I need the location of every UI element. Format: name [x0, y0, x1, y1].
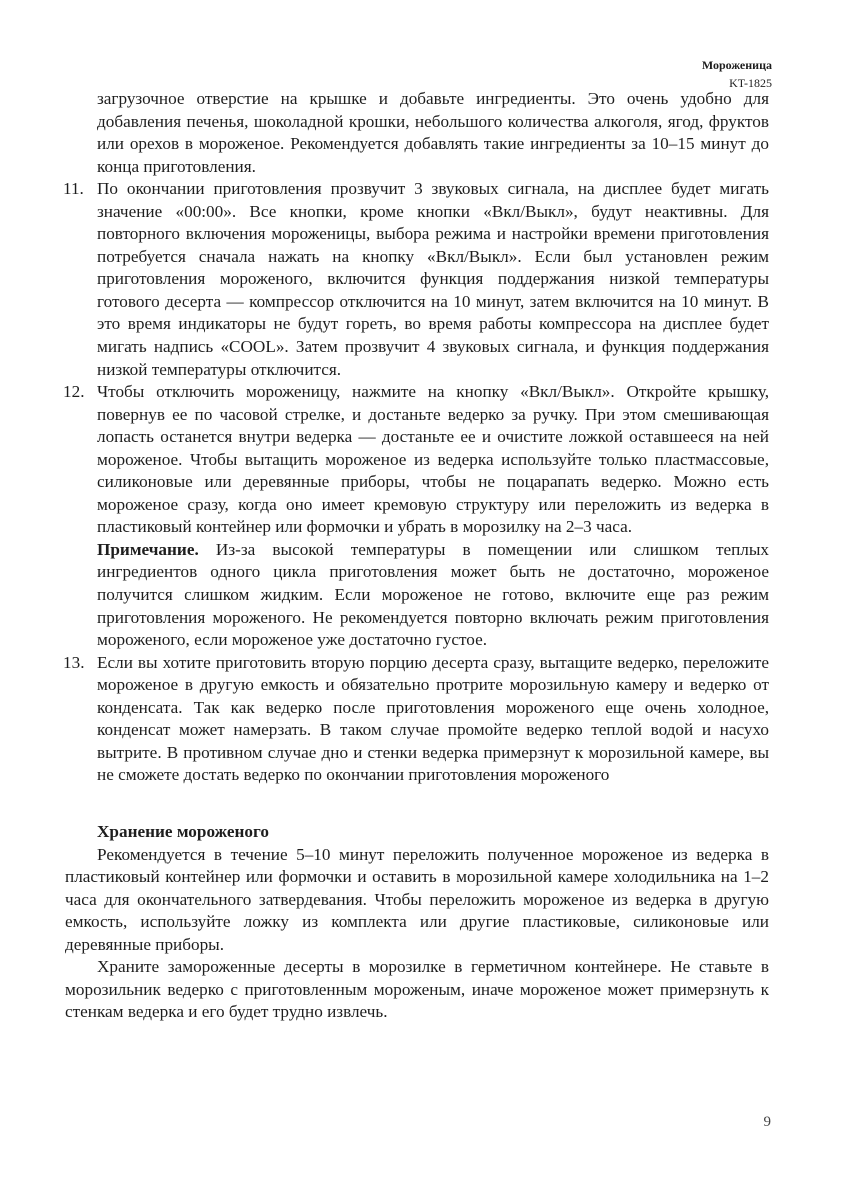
header-model: KT-1825 — [729, 76, 772, 90]
item-text: Чтобы отключить мороженицу, нажмите на кнопку «Вкл/Выкл». Откройте крышку, повернув ее по часовой стрелке, и достаньте ведерко за ручку. При этом смешивающая лопасть останется внутри ведерка — достаньте ее и очистите ложкой оставшееся на ней мороженое. Чтобы вытащить мороженое из ведерка используйте только пластмассовые, силиконовые или деревянные приборы, чтобы не поцарапать ведерко. Можно есть мороженое сразу, когда оно имеет кремовую структуру или переложить из ведерка в пластиковый контейнер или формочки и убрать в морозилку на 2–3 часа. — [97, 382, 769, 537]
page-body — [65, 88, 769, 1024]
item-number: 11. — [63, 179, 84, 199]
item-number: 12. — [63, 382, 85, 402]
item-text: Если вы хотите приготовить вторую порцию десерта сразу, вытащите ведерко, переложите мороженое в другую емкость и обязательно протрите морозильную камеру и ведерко от конденсата. Так как ведерко после приготовления мороженого еще очень холодное, конденсат может намерзать. В таком случае промойте ведерко теплой водой и насухо вытрите. В противном случае дно и стенки ведерка примерзнут к морозильной камере, вы не сможете достать ведерко по окончании приготовления мороженого — [97, 652, 769, 785]
list-item-11 — [65, 178, 769, 381]
list-item-12 — [65, 381, 769, 652]
storage-paragraph-2: Храните замороженные десерты в морозилке в герметичном контейнере. Не ставьте в морозильник ведерко с приготовленным мороженым, иначе мороженое может примерзнуть к стенкам ведерка и его будет трудно извлечь. — [65, 957, 769, 1022]
list-item-13 — [65, 652, 769, 787]
storage-heading: Хранение мороженого — [97, 821, 269, 841]
header-title: Мороженица — [701, 58, 772, 72]
note-paragraph — [97, 539, 769, 652]
running-header — [702, 56, 772, 92]
storage-paragraph-1: Рекомендуется в течение 5–10 минут переложить полученное мороженое из ведерка в пластиковый контейнер или формочки и оставить в морозильной камере холодильника на 1–2 часа для окончательного затвердевания. Чтобы переложить мороженое из ведерка в другую емкость, используйте ложку из комплекта или другие пластиковые, силиконовые или деревянные приборы. — [65, 844, 769, 954]
page-number: 9 — [763, 1114, 771, 1130]
item-10-continuation: загрузочное отверстие на крышке и добавьте ингредиенты. Это очень удобно для добавления печенья, шоколадной крошки, небольшого количества алкоголя, ягод, фруктов или орехов в мороженое. Рекомендуется добавлять такие ингредиенты за 10–15 минут до конца приготовления. — [97, 89, 769, 176]
note-label: Примечание. — [97, 539, 199, 559]
item-text: По окончании приготовления прозвучит 3 звуковых сигнала, на дисплее будет мигать значение «00:00». Все кнопки, кроме кнопки «Вкл/Выкл», будут неактивны. Для повторного включения мороженицы, выбора режима и настройки времени приготовления потребуется сначала нажать на кнопку «Вкл/Выкл». Если был установлен режим приготовления мороженого, включится функция поддержания низкой температуры готового десерта — компрессор отключится на 10 минут, затем включится на 10 минут. В это время индикаторы не будут гореть, во время работы компрессора на дисплее будет мигать надпись «COOL». Затем прозвучит 4 звуковых сигнала, и функция поддержания низкой температуры отключится. — [97, 179, 769, 379]
item-number: 13. — [63, 652, 85, 672]
note-text: Из-за высокой температуры в помещении или слишком теплых ингредиентов одного цикла приготовления может быть не достаточно, мороженое получится слишком жидким. Если мороженое не готово, включите еще раз режим приготовления мороженого. Не рекомендуется повторно включать режим приготовления мороженого, если мороженое уже достаточно густое. — [97, 539, 769, 650]
